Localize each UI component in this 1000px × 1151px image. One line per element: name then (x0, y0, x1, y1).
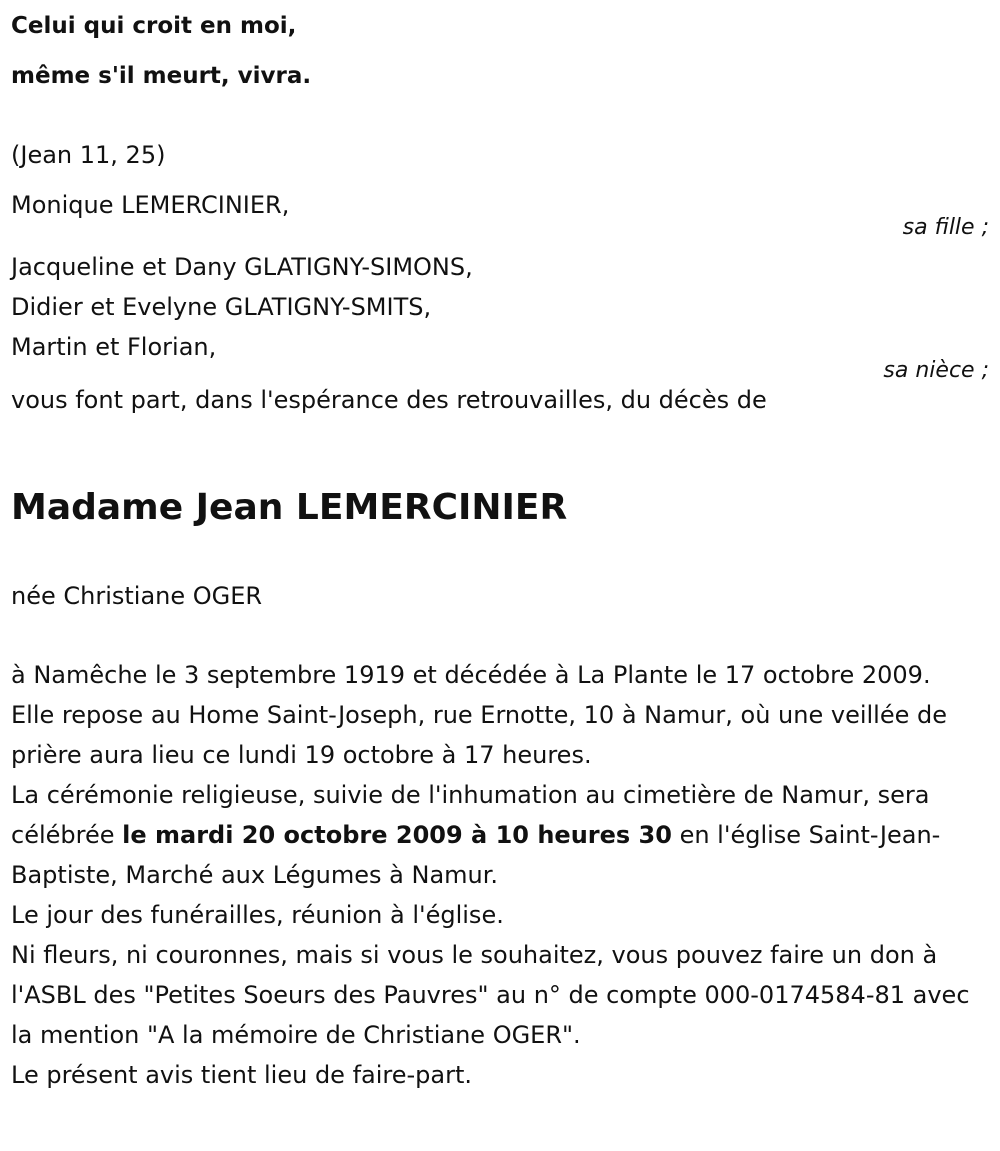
ceremony-text (11, 775, 986, 895)
verse-reference: (Jean 11, 25) (11, 141, 166, 169)
deceased-name: Madame Jean LEMERCINIER (11, 487, 568, 528)
maiden-name: née Christiane OGER (11, 582, 263, 610)
details-block (11, 655, 986, 1095)
daughter-relation: sa fille ; (902, 215, 989, 240)
announcement-text: vous font part, dans l'espérance des retrouvailles, du décès de (11, 386, 767, 414)
flowers-text: Ni fleurs, ni couronnes, mais si vous le souhaitez, vous pouvez faire un don à l'ASBL des "Petites Soeurs des Pauvres" au n° de compte 000-0174584-81 avec la mention "A la mémoire de Christiane OGER". (11, 941, 970, 1049)
repose-text: Elle repose au Home Saint-Joseph, rue Ernotte, 10 à Namur, où une veillée de prière aura lieu ce lundi 19 octobre à 17 heures. (11, 701, 947, 769)
obituary-notice (11, 0, 989, 1151)
ceremony-text-after: en l'église Saint-Jean-Baptiste, Marché aux Légumes à Namur. (11, 821, 941, 889)
niece-line-2: Didier et Evelyne GLATIGNY-SMITS, (11, 293, 432, 321)
closing-text: Le présent avis tient lieu de faire-part. (11, 1061, 473, 1089)
verse-line-2: même s'il meurt, vivra. (11, 63, 312, 89)
niece-line-1: Jacqueline et Dany GLATIGNY-SIMONS, (11, 253, 473, 281)
birth-death-text: à Namêche le 3 septembre 1919 et décédée à La Plante le 17 octobre 2009. (11, 661, 931, 689)
daughter-name: Monique LEMERCINIER, (11, 191, 290, 219)
verse-line-1: Celui qui croit en moi, (11, 13, 297, 39)
niece-line-3: Martin et Florian, (11, 333, 217, 361)
ceremony-text-before: La cérémonie religieuse, suivie de l'inhumation au cimetière de Namur, sera célébrée (11, 781, 930, 849)
reunion-text: Le jour des funérailles, réunion à l'église. (11, 901, 504, 929)
ceremony-date: le mardi 20 octobre 2009 à 10 heures 30 (122, 821, 672, 849)
niece-relation: sa nièce ; (883, 358, 989, 383)
